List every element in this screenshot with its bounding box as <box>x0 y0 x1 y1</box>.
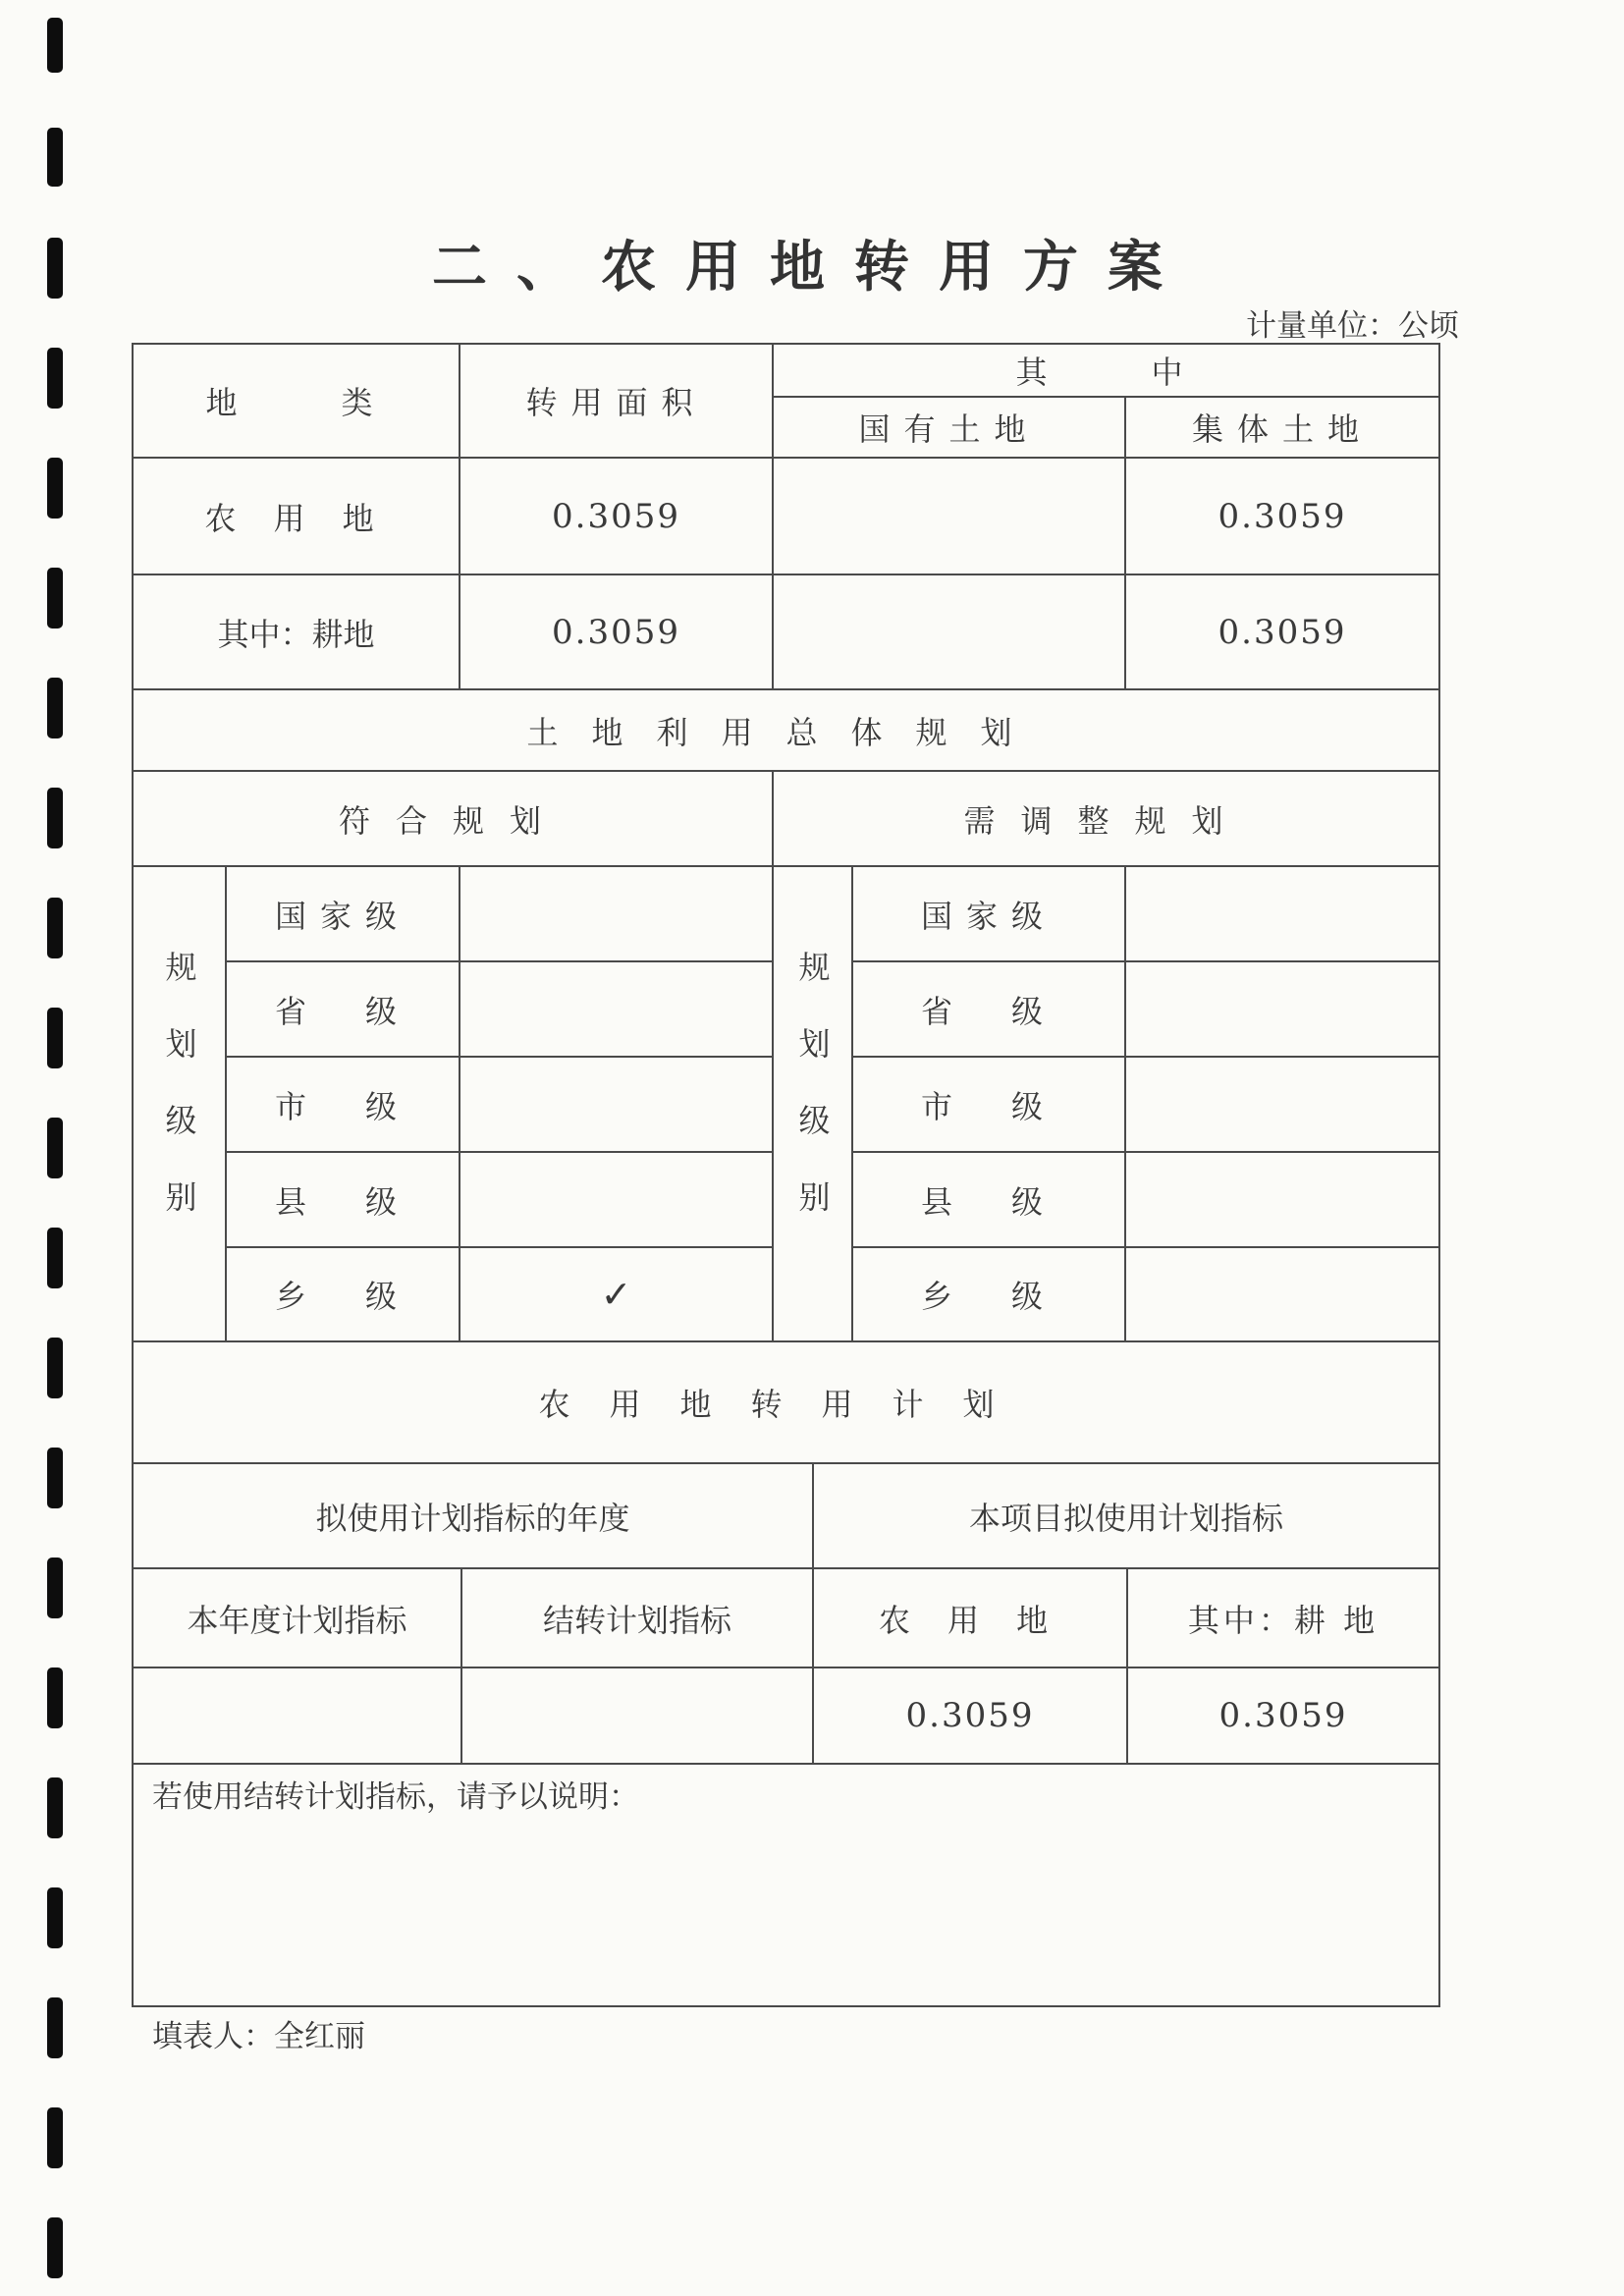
conforms-level-county: 县 级 <box>274 1182 410 1221</box>
conforms-mark-national <box>460 866 773 961</box>
row-cultivated-label: 其中：耕地 <box>217 615 375 653</box>
conforms-level-city: 市 级 <box>274 1087 410 1125</box>
row-cultivated-area: 0.3059 <box>552 612 680 652</box>
adjust-level-township: 乡 级 <box>920 1278 1056 1315</box>
header-collective: 集体土地 <box>1191 410 1373 448</box>
cultivated-header: 其中：耕 地 <box>1187 1601 1380 1639</box>
header-converted-area: 转用面积 <box>525 384 707 421</box>
row-farmland-collective: 0.3059 <box>1218 496 1347 536</box>
carryover-value <box>461 1667 813 1764</box>
conforms-level-national: 国家级 <box>274 897 410 935</box>
page-title: 二、农用地转用方案 <box>432 236 1192 300</box>
farmland-value: 0.3059 <box>905 1696 1035 1735</box>
adjust-level-national: 国家级 <box>920 897 1056 935</box>
adjust-mark-provincial <box>1125 961 1439 1057</box>
conforms-mark-township: ✓ <box>600 1273 632 1316</box>
header-land-type: 地 类 <box>205 384 387 421</box>
current-year-value <box>133 1667 461 1764</box>
carryover-note: 若使用结转计划指标，请予以说明： <box>152 1779 639 1815</box>
adjust-mark-township <box>1125 1247 1439 1341</box>
farmland-header: 农 用 地 <box>878 1601 1062 1639</box>
row-farmland-label: 农 用 地 <box>204 499 388 537</box>
conversion-plan-title: 农用地转用计划 <box>538 1386 1034 1423</box>
row-cultivated-state <box>773 574 1125 689</box>
project-header: 本项目拟使用计划指标 <box>968 1499 1283 1537</box>
adjust-level-city: 市 级 <box>920 1087 1056 1125</box>
planning-section-title: 土地利用总体规划 <box>526 713 1046 751</box>
adjust-level-label: 规划级别 <box>793 951 832 1257</box>
carryover-header: 结转计划指标 <box>542 1601 731 1639</box>
form-filler: 填表人：全红丽 <box>152 2019 365 2054</box>
conforms-mark-county <box>460 1152 773 1247</box>
adjust-mark-national <box>1125 866 1439 961</box>
conforms-mark-provincial <box>460 961 773 1057</box>
current-year-header: 本年度计划指标 <box>187 1601 407 1639</box>
adjust-title: 需调整规划 <box>963 801 1249 840</box>
conforms-mark-city <box>460 1057 773 1152</box>
conforms-title: 符合规划 <box>338 801 567 840</box>
row-cultivated-collective: 0.3059 <box>1218 612 1347 652</box>
conforms-level-township: 乡 级 <box>274 1278 410 1315</box>
year-header: 拟使用计划指标的年度 <box>315 1499 630 1537</box>
conforms-level-label: 规划级别 <box>160 951 198 1257</box>
adjust-mark-county <box>1125 1152 1439 1247</box>
unit-label: 计量单位：公顷 <box>1246 308 1459 344</box>
adjust-mark-city <box>1125 1057 1439 1152</box>
conforms-level-provincial: 省 级 <box>274 992 410 1030</box>
header-of-which: 其 中 <box>1015 354 1197 391</box>
row-farmland-state <box>773 458 1125 574</box>
row-farmland-area: 0.3059 <box>552 496 680 536</box>
cultivated-value: 0.3059 <box>1218 1696 1348 1735</box>
adjust-level-county: 县 级 <box>920 1182 1056 1221</box>
adjust-level-provincial: 省 级 <box>920 992 1056 1030</box>
header-state-owned: 国有土地 <box>858 410 1040 448</box>
